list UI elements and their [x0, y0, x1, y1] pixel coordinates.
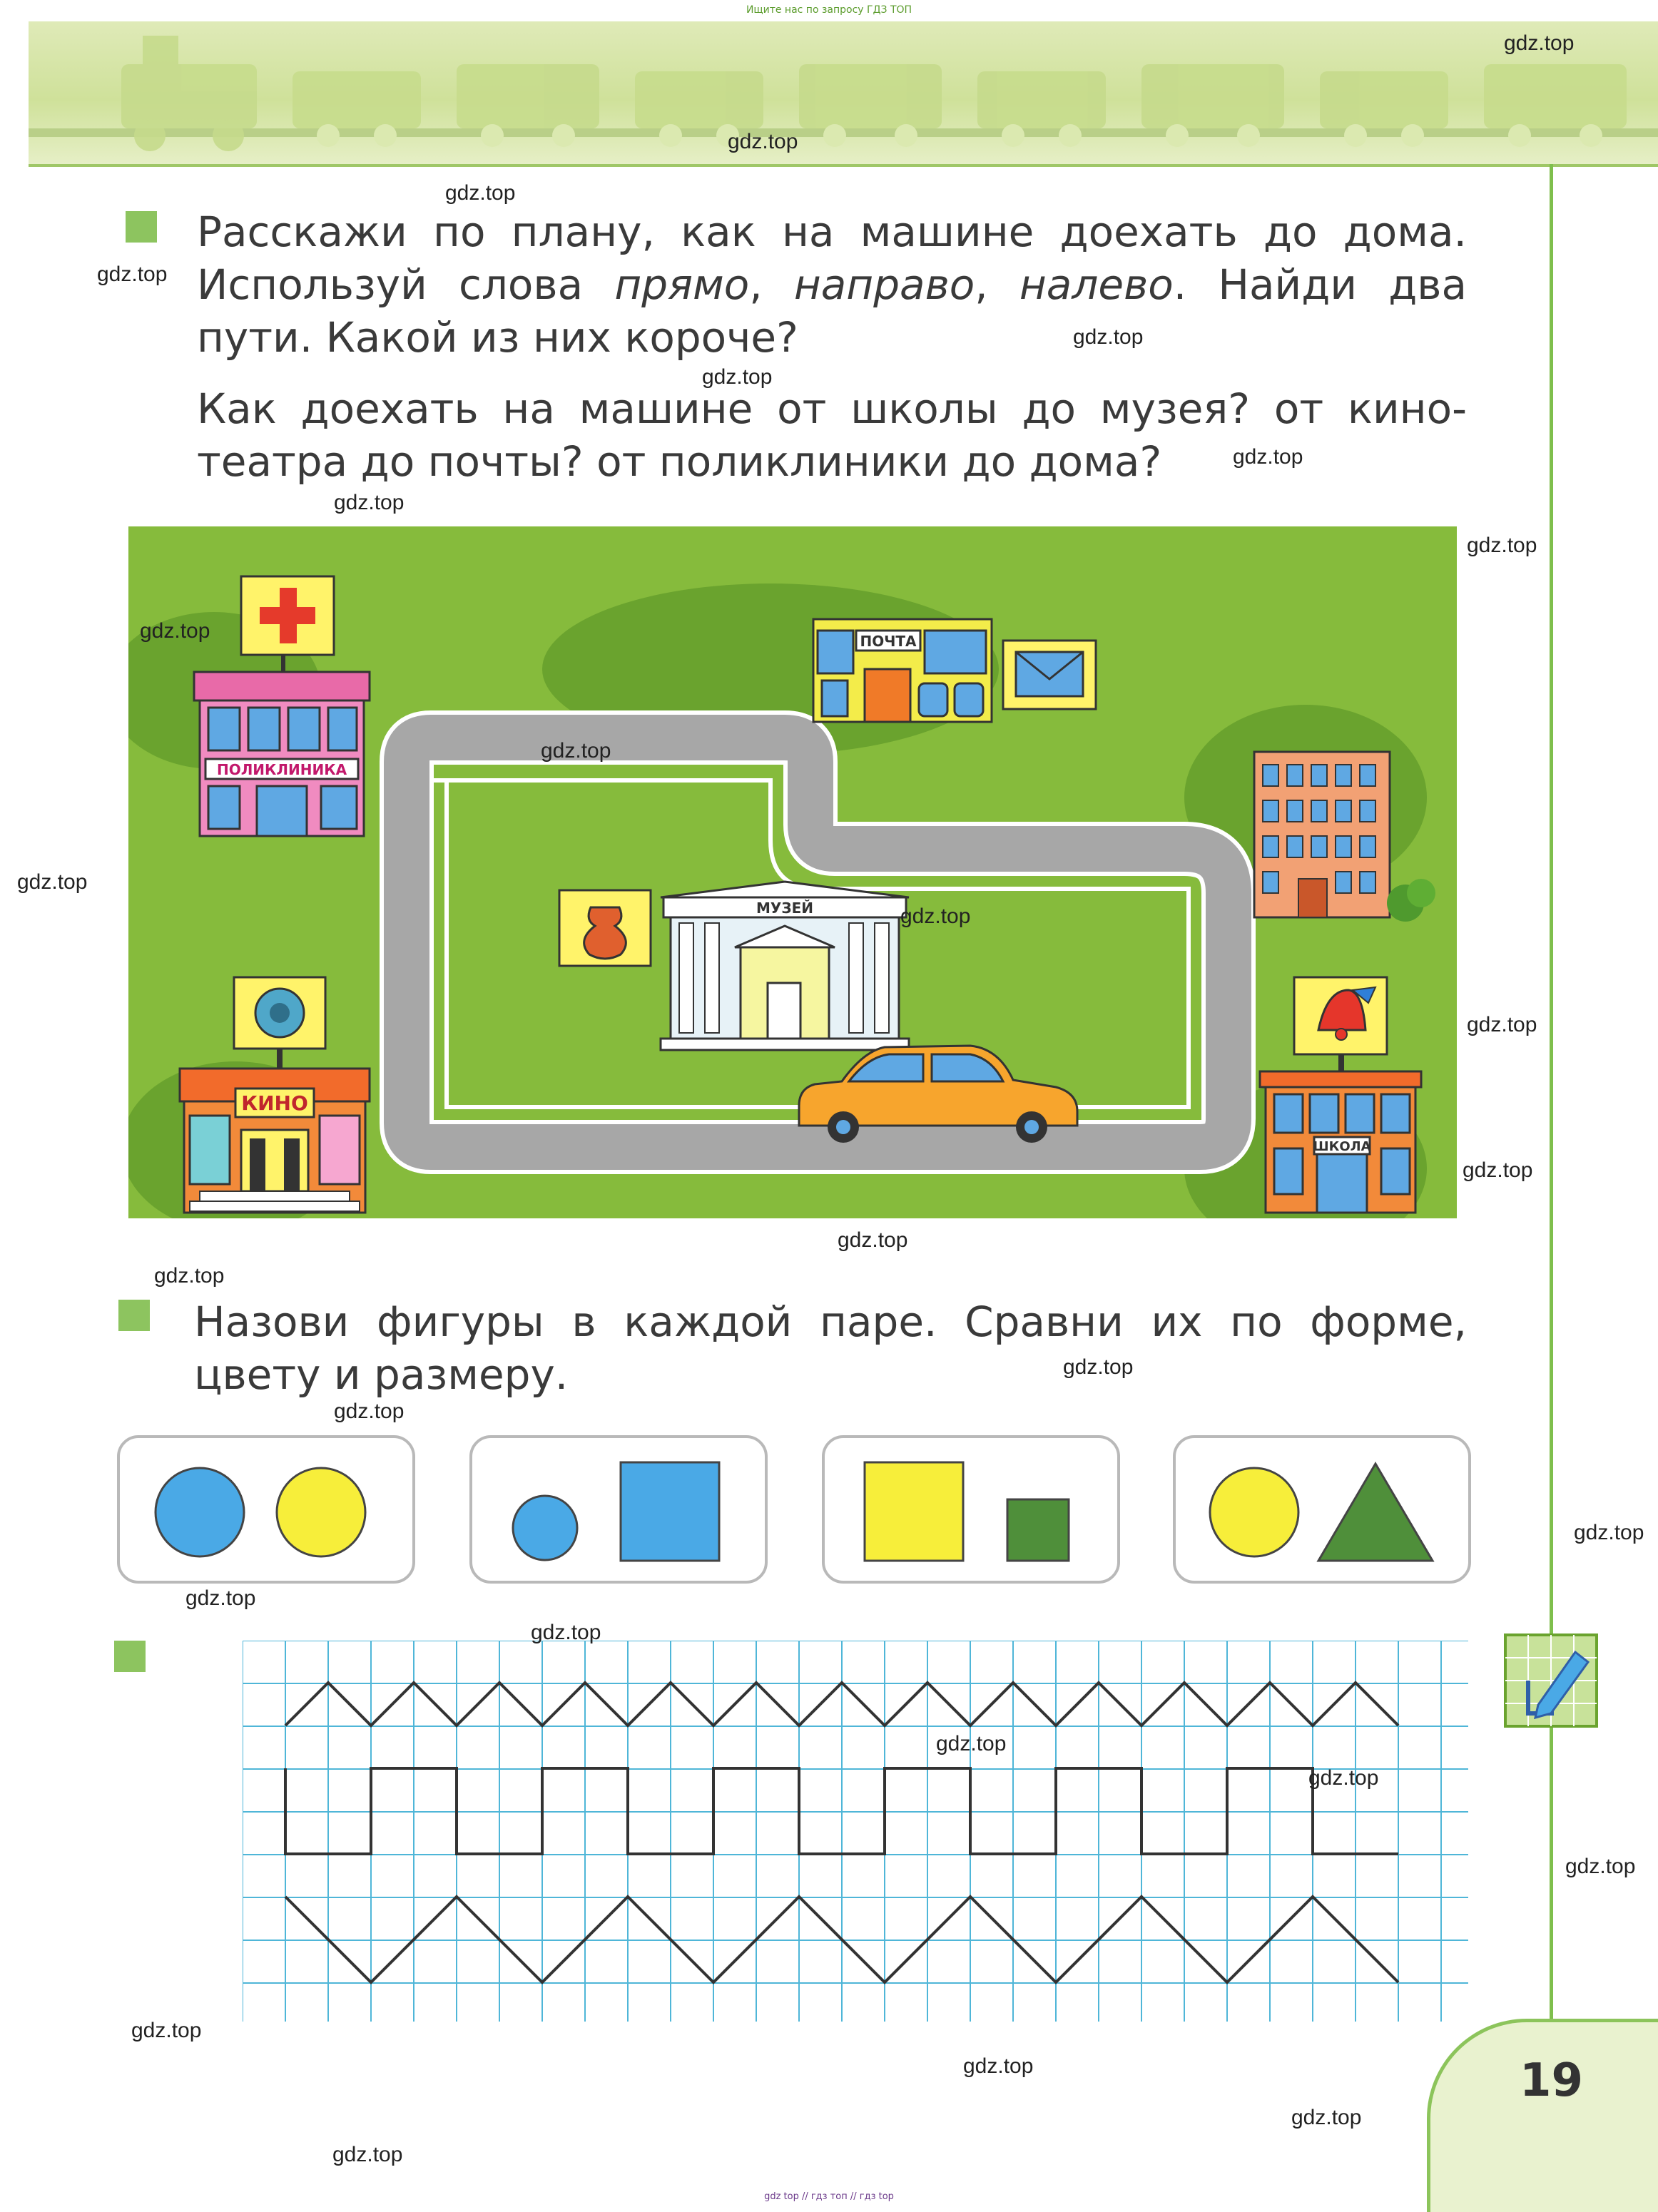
large-yellow-circle: [277, 1468, 365, 1556]
watermark: gdz.top: [900, 904, 971, 928]
watermark: gdz.top: [1467, 534, 1537, 557]
word-napravo: направо: [793, 260, 975, 309]
watermark: gdz.top: [728, 130, 798, 153]
polyclinic-label: ПОЛИКЛИНИКА: [216, 761, 347, 778]
task2-bullet: [118, 1300, 150, 1331]
task1-line1: Расскажи по плану, как на машине доехать до дома.: [197, 208, 1467, 256]
watermark: gdz.top: [445, 181, 516, 205]
shape-pair-4: [1173, 1435, 1471, 1584]
large-green-triangle: [1318, 1464, 1433, 1561]
watermark: gdz.top: [1574, 1521, 1644, 1544]
watermark: gdz.top: [531, 1621, 601, 1644]
top-caption: Ищите нас по запросу ГДЗ ТОП: [746, 4, 912, 16]
task1-line2-a: Используй слова: [197, 260, 615, 309]
watermark: gdz.top: [838, 1228, 908, 1252]
museum-label: МУЗЕЙ: [756, 899, 813, 917]
watermark: gdz.top: [1565, 1855, 1636, 1878]
right-margin-rule: [1550, 164, 1553, 2054]
watermark: gdz.top: [97, 263, 168, 286]
watermark: gdz.top: [1291, 2106, 1362, 2129]
task1-line2-b: ,: [749, 260, 794, 309]
post-office-building: [813, 619, 1096, 722]
page-number: 19: [1520, 2054, 1584, 2107]
watermark: gdz.top: [1467, 1013, 1537, 1036]
shape-pair-2: [469, 1435, 768, 1584]
task2-line1: Назови фигуры в каждой паре. Сравни их по форме,: [194, 1298, 1467, 1346]
watermark: gdz.top: [185, 1586, 256, 1610]
pencil-square-icon: [1504, 1633, 1598, 1728]
watermark: gdz.top: [1463, 1158, 1533, 1182]
task2-line2: цвету и размеру.: [194, 1350, 569, 1399]
task3-bullet: [114, 1641, 146, 1672]
large-blue-square: [621, 1462, 719, 1561]
pattern-grid: [243, 1641, 1468, 2022]
task1-line3: пути. Какой из них короче?: [197, 313, 798, 362]
watermark: gdz.top: [541, 739, 611, 763]
task1-bullet: [126, 211, 157, 243]
watermark: gdz.top: [1063, 1355, 1134, 1379]
cinema-building: [180, 977, 370, 1213]
word-nalevo: налево: [1019, 260, 1174, 309]
watermark: gdz.top: [1073, 325, 1144, 349]
shape-pair-3: [822, 1435, 1120, 1584]
watermark: gdz.top: [17, 870, 88, 894]
post-label: ПОЧТА: [860, 633, 917, 650]
header-banner: [29, 21, 1658, 167]
shape-pair-1: [117, 1435, 415, 1584]
train-illustration: [29, 21, 1658, 164]
small-blue-circle: [513, 1496, 577, 1560]
bottom-caption: gdz top // гдз топ // гдз top: [764, 2191, 894, 2202]
word-pryamo: прямо: [614, 260, 750, 309]
watermark: gdz.top: [154, 1264, 225, 1288]
task1-line2-d: . Найди два: [1173, 260, 1468, 309]
large-blue-circle: [156, 1468, 244, 1556]
watermark: gdz.top: [1504, 31, 1575, 55]
watermark: gdz.top: [1308, 1766, 1379, 1790]
task1-line5: театра до почты? от поликлиники до дома?: [197, 437, 1162, 486]
task1-line4: Как доехать на машине от школы до музея? от кино-: [197, 384, 1467, 433]
watermark: gdz.top: [131, 2019, 202, 2042]
school-label: ШКОЛА: [1313, 1139, 1371, 1154]
watermark: gdz.top: [1233, 445, 1303, 469]
watermark: gdz.top: [702, 365, 773, 389]
large-yellow-circle: [1210, 1468, 1298, 1556]
watermark: gdz.top: [963, 2054, 1034, 2078]
task1-line2: [197, 258, 1467, 311]
town-map: [128, 526, 1457, 1218]
watermark: gdz.top: [332, 2143, 403, 2166]
large-yellow-square: [865, 1462, 963, 1561]
small-green-square: [1007, 1499, 1069, 1561]
school-building: [1260, 977, 1421, 1213]
cinema-label: КИНО: [241, 1091, 308, 1115]
watermark: gdz.top: [334, 1400, 405, 1423]
page-corner: [1427, 2019, 1658, 2212]
watermark: gdz.top: [140, 619, 210, 643]
task1-line2-c: ,: [975, 260, 1019, 309]
watermark: gdz.top: [936, 1732, 1007, 1755]
watermark: gdz.top: [334, 491, 405, 514]
